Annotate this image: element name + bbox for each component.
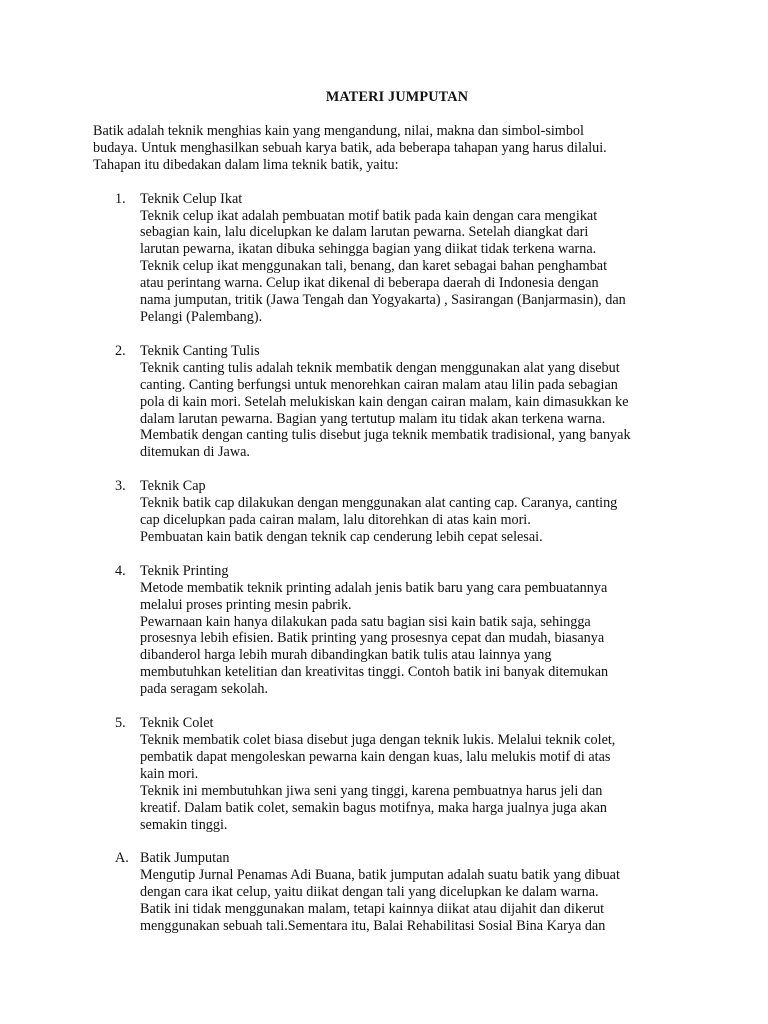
list-item-celup-ikat [93, 191, 693, 326]
body-line: dengan cara ikat celup, yaitu diikat dengan tali yang dicelupkan ke dalam warna. [140, 884, 599, 901]
body-line: kreatif. Dalam batik colet, semakin bagus motifnya, maka harga jualnya juga akan [140, 799, 607, 816]
intro-line: Tahapan itu dibedakan dalam lima teknik batik, yaitu: [93, 156, 399, 173]
body-line: Teknik membatik colet biasa disebut juga dengan teknik lukis. Melalui teknik colet, [140, 732, 616, 748]
body-line: Teknik batik cap dilakukan dengan menggunakan alat canting cap. Caranya, canting [140, 495, 618, 512]
body-line: Teknik canting tulis adalah teknik membatik dengan menggunakan alat yang disebut [140, 359, 620, 376]
list-marker: 1. [115, 190, 126, 207]
body-line: Teknik celup ikat adalah pembuatan motif batik pada kain dengan cara mengikat [140, 207, 598, 224]
list-item-title: Teknik Colet [140, 715, 214, 732]
body-line: menggunakan sebuah tali.Sementara itu, Balai Rehabilitasi Sosial Bina Karya dan [140, 918, 606, 935]
body-line: Pewarnaan kain hanya dilakukan pada satu bagian sisi kain batik saja, sehingga [140, 613, 591, 630]
body-line: Mengutip Jurnal Penamas Adi Buana, batik jumputan adalah suatu batik yang dibuat [140, 867, 620, 884]
body-line: pembatik dapat mengoleskan pewarna kain dengan kuas, lalu melukis motif di atas [140, 748, 611, 765]
body-line: pola di kain mori. Setelah melukiskan kain dengan cairan malam, kain dimasukkan ke [140, 393, 629, 410]
list-item-title: Teknik Cap [140, 478, 206, 495]
body-line: Teknik ini membutuhkan jiwa seni yang tinggi, karena pembuatnya harus jeli dan [140, 782, 603, 799]
list-item-title: Teknik Printing [140, 562, 229, 579]
body-line: pada seragam sekolah. [140, 681, 269, 698]
body-line: semakin tinggi. [140, 816, 228, 833]
body-line: sebagian kain, lalu dicelupkan ke dalam larutan pewarna. Setelah diangkat dari [140, 224, 589, 241]
body-line: ditemukan di Jawa. [140, 444, 250, 461]
list-item-cap [93, 478, 693, 546]
list-marker: 4. [115, 562, 126, 579]
document-title: MATERI JUMPUTAN [325, 89, 469, 105]
body-line: Teknik celup ikat menggunakan tali, benang, dan karet sebagai bahan penghambat [140, 258, 608, 275]
list-item-title: Teknik Celup Ikat [140, 190, 243, 207]
list-item-printing [93, 563, 693, 698]
body-line: dalam larutan pewarna. Bagian yang tertutup malam itu tidak akan terkena warna. [140, 410, 606, 427]
intro-line: Batik adalah teknik menghias kain yang mengandung, nilai, makna dan simbol-simbol [93, 122, 584, 139]
body-line: membutuhkan ketelitian dan kreativitas tinggi. Contoh batik ini banyak ditemukan [140, 664, 609, 681]
list-item-canting-tulis [93, 343, 693, 461]
intro-line: budaya. Untuk menghasilkan sebuah karya batik, ada beberapa tahapan yang harus dilalui. [93, 139, 607, 156]
list-marker: A. [115, 850, 129, 867]
document-page [93, 89, 693, 952]
body-line: prosesnya lebih efisien. Batik printing yang prosesnya cepat dan mudah, biasanya [140, 630, 605, 647]
body-line: dibanderol harga lebih murah dibandingkan batik tulis atau lainnya yang [140, 647, 552, 664]
body-line: kain mori. [140, 765, 199, 782]
body-line: nama jumputan, tritik (Jawa Tengah dan Yogyakarta) , Sasirangan (Banjarmasin), dan [140, 292, 626, 309]
body-line: melalui proses printing mesin pabrik. [140, 596, 352, 613]
body-line: atau perintang warna. Celup ikat dikenal di beberapa daerah di Indonesia dengan [140, 275, 599, 292]
list-marker: 2. [115, 342, 126, 359]
body-line: Pembuatan kain batik dengan teknik cap cenderung lebih cepat selesai. [140, 528, 543, 545]
body-line: larutan pewarna, ikatan dibuka sehingga bagian yang diikat tidak terkena warna. [140, 241, 597, 258]
intro-paragraph [93, 123, 693, 174]
body-line: Metode membatik teknik printing adalah jenis batik baru yang cara pembuatannya [140, 579, 608, 596]
body-line: cap dicelupkan pada cairan malam, lalu ditorehkan di atas kain mori. [140, 512, 531, 529]
list-marker: 3. [115, 478, 126, 495]
body-line: Pelangi (Palembang). [140, 308, 263, 325]
list-marker: 5. [115, 715, 126, 732]
list-item-title: Teknik Canting Tulis [140, 342, 260, 359]
list-item-batik-jumputan [93, 850, 693, 935]
list-item-colet [93, 715, 693, 833]
list-item-title: Batik Jumputan [140, 850, 230, 867]
body-line: Membatik dengan canting tulis disebut juga teknik membatik tradisional, yang banyak [140, 427, 631, 444]
body-line: Batik ini tidak menggunakan malam, tetapi kainnya diikat atau dijahit dan dikerut [140, 901, 605, 918]
body-line: canting. Canting berfungsi untuk menorehkan cairan malam atau lilin pada sebagian [140, 376, 618, 393]
